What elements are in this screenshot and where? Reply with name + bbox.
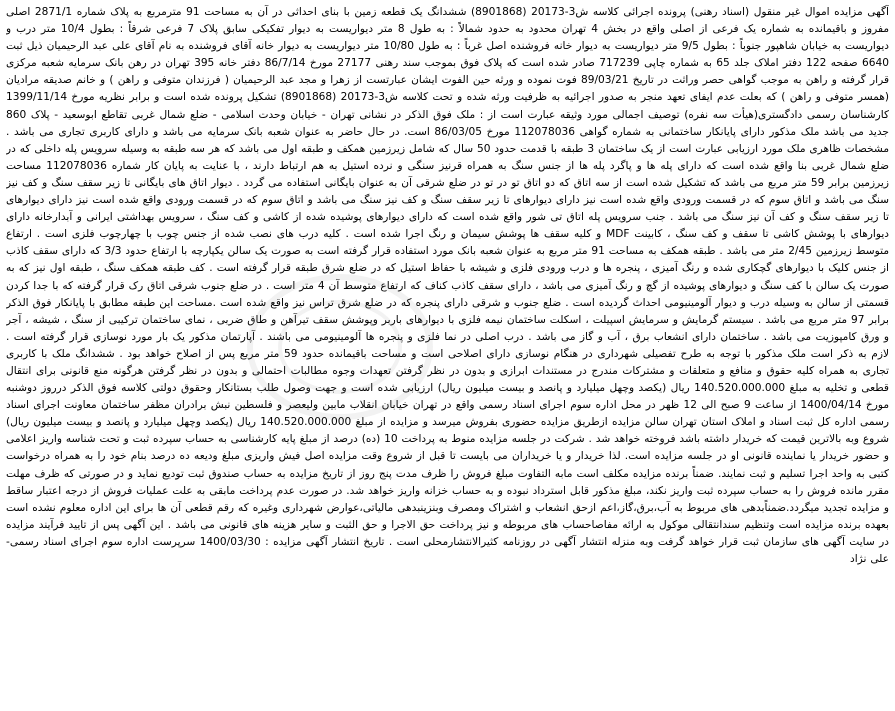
notice-body: آگهی مزایده اموال غیر منقول (اسناد رهنی) پرونده اجرائی کلاسه ش3-20173 (8901868) ششدانگ یک قطعه زمین با بنای احداثی در آن به مساحت 91 مترمربع به پلاک شماره 2871/1 اصلی مفروز و باقیمانده به شماره یک فرعی از اصلی واقع در بخش 4 تهران محدود به حدود شمالاً : به طول 8 متر دیواریست به دیوار تفکیکی سابق پلاک 7 فرعی شرقاً : بطول 10/4 متر درب و دیواریست به خیابان شاهپور جنوباً : بطول 9/5 متر دیواریست به دیوار خانه فروشنده اصل غرباً : به طول 10/80 متر دیواریست به دیوار خانه آقای فروشنده به نام آقای علی عبد الرحیمیان ذیل ثبت 6640 صفحه 122 دفتر املاک جلد 65 به شماره چاپی 717239 صادر شده است که پلاک فوق بموجب سند رهنی 27177 مورخ 86/7/14 دفتر خانه 395 تهران در رهن بانک سرمایه شعبه مرکزی قرار گرفته و راهن به موجب گواهی حصر وراثت در تاریخ 89/03/21 فوت نموده و ورثه حین الفوت ایشان عبارتست از زهرا و مجد عبد الرحیمیان ( فرزندان متوفی و راهن ) و خانم صدیقه مرادیان (همسر متوفی و راهن ) که بعلت عدم ایفای تعهد منجر به صدور اجرائیه به ظرفیت ورثه شده و تحت کلاسه ش3-20173 (8901868) تشکیل پرونده شده است و برابر نظریه مورخ 1399/11/14 کارشناسان رسمی دادگستری(هیأت سه نفره) توصیف اجمالی مورد وثیقه عبارت است از : ملک فوق الذکر در نشانی تهران - خیابان وحدت اسلامی - ضلع شمال غربی تقاطع ابوسعید - پلاک 860 جدید می باشد ملک مذکور دارای پایانکار ساختمانی به شماره گواهی 112078036 مورخ 86/03/05 است. در حال حاضر به عنوان شعبه بانک سرمایه می باشد و دارای کاربری تجاری می باشد . مشخصات ظاهری ملک مورد ارزیابی عبارت است از یک ساختمان 3 طبقه با قدمت حدود 50 سال که شامل زیرزمین همکف و طبقه اول می باشد که هر سه طبقه به وسیله سرویس پله داخلی که در ضلع شمال غربی بنا واقع شده است که دارای پله ها و پاگرد پله ها از جنس سنگ به همراه قرنیز سنگی و نرده استیل به هم ارتباط دارند ، با عنایت به پایان کار شماره 112078036 مساحت زیرزمین برابر 59 متر مربع می باشد که تشکیل شده است از سه اتاق که دو اتاق تو در تو در ضلع شرقی آن به عنوان بایگانی استفاده می گردد . دیوار اتاق های بایگانی تا زیر سقف سنگ و کف نیز سنگ می باشد و اتاق سوم که در قسمت ورودی واقع شده است نیز دارای دیوارهای تا زیر سقف سنگ و کف نیز سنگ می باشد و اتاق سوم که در قسمت ورودی واقع شده است نیز دارای دیوارهای تا زیر سقف سنگ و کف آن نیز سنگ می باشد . جنب سرویس پله اتاق تی شور واقع شده است که دارای دیوارهای پوشیده شده از کاشی و کف سنگ ، سرویس بهداشتی ایرانی و آبدارخانه دارای دیوارهای با پوشش کاشی تا سقف و کف سنگ ، کابینت MDF و کلیه سقف ها پوشش سیمان و رنگ اجرا شده است . کلیه درب های نصب شده از جنس چوب با چهارچوب فلزی است . ارتفاع متوسط زیرزمین 2/45 متر می باشد . طبقه همکف به مساحت 91 متر مربع به عنوان شعبه بانک مورد استفاده قرار گرفته است به صورت یک سالن یکپارچه با ارتفاع حدود 3/3 که دارای سقف کاذب از جنس کلیک با دیوارهای گچکاری شده و رنگ آمیزی ، پنجره ها و درب ورودی فلزی و شیشه با حفاظ استیل که در ضلع شرق طبقه قرار گرفته است . کف طبقه همکف سنگ ، طبقه اول نیز که به صورت یک سالن با کف سنگ و دیوارهای پوشیده از گچ و رنگ آمیزی می باشد ، دارای سقف کاذب کناف که ارتفاع متوسط آن 4 متر است . در ضلع جنوب شرقی اتاق رک قرار گرفته که با جدا کردن قسمتی از سالن به وسیله درب و دیوار آلومینیومی احداث گردیده است . ضلع جنوب و شرقی دارای پنجره که در ضلع شرق تراس نیز واقع شده است .مساحت این طبقه مطابق با پایانکار فوق الذکر برابر 97 متر مربع می باشد . سیستم گرمایش و سرمایش اسپیلت ، اسکلت ساختمان نیمه فلزی با دیوارهای باربر وپوشش سقف تیرآهن و طاق ضربی ، نمای ساختمان ترکیبی از سنگ ، شیشه ، آجر و ورق کامپوزیت می باشد . ساختمان دارای انشعاب برق ، آب و گاز می باشد . درب اصلی در نما فلزی و پنجره ها آلومینیومی می باشند . آپارتمان مذکور یک بار مورد نوسازی قرار گرفته است . لازم به ذکر است ملک مذکور با توجه به طرح تفصیلی شهرداری در هنگام نوسازی دارای اصلاحی است و مساحت باقیمانده حدود 59 متر مربع پس از اصلاح خواهد بود . ششدانگ ملک با کاربری تجاری به همراه کلیه حقوق و منافع و متعلقات و مشترکات مندرج در مستندات ابرازی و بدون در نظر گرفتن تعهدات وجوه مطالبات احتمالی و بدون در نظر گرفتن هرگونه منع قانونی برای انتقال قطعی و تخلیه به مبلغ 140.520.000.000 ریال (یکصد وچهل میلیارد و پانصد و بیست میلیون ریال) ارزیابی شده است و جهت وصول طلب بستانکار وحقوق دولتی کلاسه فوق الذکر درروز دوشنبه مورخ 1400/04/14 از ساعت 9 صبح الی 12 ظهر در محل اداره سوم اجرای اسناد رسمی واقع در تهران خیابان انقلاب مابین ولیعصر و فلسطین نبش برادران مظفر ساختمان معاونت اجرای اسناد رسمی اداره کل ثبت اسناد و املاک استان تهران سالن مزایده ازطریق مزایده حضوری بفروش میرسد و مزایده از مبلغ 140.520.000.000 ریال (یکصد وچهل میلیارد و پانصد و بیست میلیون ریال) شروع وبه بالاترین قیمت که خریدار داشته باشد فروخته خواهد شد . شرکت در جلسه مزایده منوط به پرداخت 10 (ده) درصد از مبلغ پایه کارشناسی به حساب سپرده ثبت و تحت شناسه واریز اعلامی و حضور خریدار یا نماینده قانونی او در جلسه مزایده است. لذا خریدار و یا خریداران می بایست تا قبل از شروع وقت مزایده اصل فیش واریزی مبلغ ودیعه ده درصد بنام خود را به همراه درخواست کتبی به واحد اجرا تسلیم و ثبت نمایند. ضمناً برنده مزایده مکلف است مابه التفاوت مبلغ فروش را ظرف مدت پنج روز از تاریخ مزایده به حساب صندوق ثبت تودیع نماید و در صورتی که ظرف مهلت مقرر مانده فروش را به حساب سپرده ثبت واریز نکند، مبلغ مذکور قابل استرداد نبوده و به حساب خزانه واریز خواهد شد. در صورت عدم پرداخت مابقی به علت عملیات فروش از درجه اعتبار ساقط و مزایده تجدید میگردد.ضمناًبدهی های مربوط به آب،برق،گاز،اعم ازحق انشعاب و اشتراک ومصرف وبنزینبدهی مالیاتی،عوارض شهرداری وغیره که رقم قطعی آن ها برای این اداره معلوم نشده است بعهده برنده مزایده است وتنظیم سندانتقالی موکول به ارائه مفاصاحساب های مربوطه و نیز پرداخت حق الاجرا و حق الثبت و سایر هزینه های قانونی می باشد . این آگهی پس از تایید فرآیند مزایده در سایت آگهی های سازمان ثبت قرار خواهد گرفت وبه منزله انتشار آگهی در روزنامه کثیرالانتشارمحلی است . تاریخ انتشار آگهی مزایده : 1400/03/30 سرپرست اداره سوم اجرای اسناد رسمی-علی نژاد (6, 6, 889, 565)
auction-notice-text (6, 4, 889, 707)
